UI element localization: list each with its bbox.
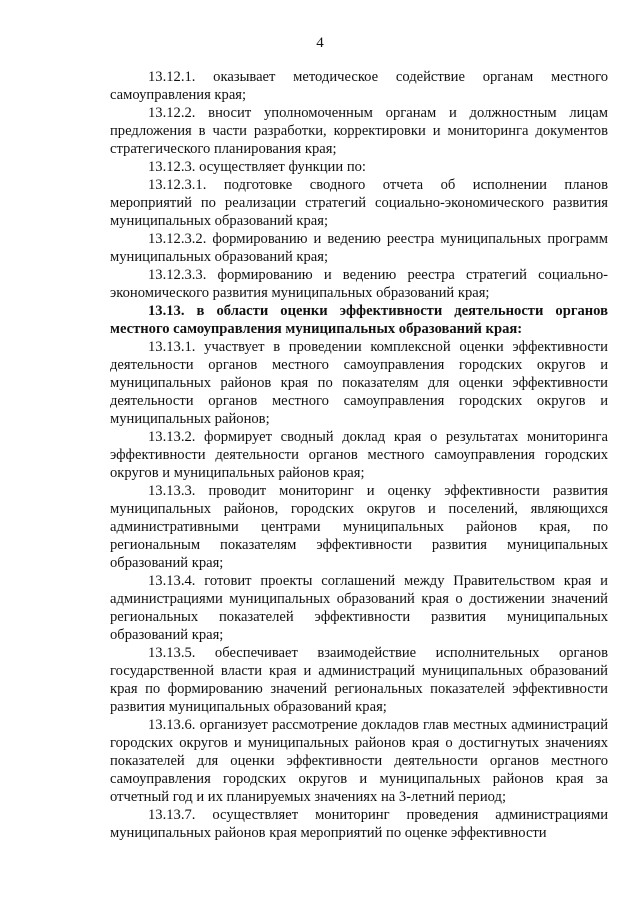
paragraph-13-13-3: 13.13.3. проводит мониторинг и оценку эффективности развития муниципальных районов, городских округов и поселений, являющихся административными центрами муниципальных районов края, по региональным показателям эффективности развития муниципальных образований края; xyxy=(110,483,608,571)
section-heading-13-13: 13.13. в области оценки эффективности деятельности органов местного самоуправления муниципальных образований края: xyxy=(110,303,608,337)
paragraph-13-12-2: 13.12.2. вносит уполномоченным органам и должностным лицам предложения в части разработки, корректировки и мониторинга документов стратегического планирования края; xyxy=(110,105,608,157)
paragraph-13-12-3-3: 13.12.3.3. формированию и ведению реестра стратегий социально-экономического развития муниципальных образований края; xyxy=(110,267,608,301)
paragraph-13-12-3-1: 13.12.3.1. подготовке сводного отчета об исполнении планов мероприятий по реализации стратегий социально-экономического развития муниципальных образований края; xyxy=(110,177,608,229)
paragraph-13-13-5: 13.13.5. обеспечивает взаимодействие исполнительных органов государственной власти края и администраций муниципальных образований края по формированию значений региональных показателей эффективности развития муниципальных образований края; xyxy=(110,645,608,715)
paragraph-13-13-1: 13.13.1. участвует в проведении комплексной оценки эффективности деятельности органов местного самоуправления городских округов и муниципальных районов края по показателям для оценки эффективности деятельности органов местного самоуправления городских округов и муниципальных районов; xyxy=(110,339,608,427)
paragraph-13-13-2: 13.13.2. формирует сводный доклад края о результатах мониторинга эффективности деятельности органов местного самоуправления городских округов и муниципальных районов края; xyxy=(110,429,608,481)
document-body xyxy=(110,68,608,842)
paragraph-13-12-3-2: 13.12.3.2. формированию и ведению реестра муниципальных программ муниципальных образований края; xyxy=(110,231,608,265)
paragraph-13-13-7: 13.13.7. осуществляет мониторинг проведения администрациями муниципальных районов края мероприятий по оценке эффективности xyxy=(110,807,608,841)
paragraph-13-12-3: 13.12.3. осуществляет функции по: xyxy=(148,159,366,175)
page-number: 4 xyxy=(316,35,324,51)
paragraph-13-13-4: 13.13.4. готовит проекты соглашений между Правительством края и администрациями муниципальных образований края о достижении значений региональных показателей эффективности развития муниципальных образований края; xyxy=(110,573,608,643)
paragraph-13-12-1: 13.12.1. оказывает методическое содействие органам местного самоуправления края; xyxy=(110,69,608,103)
paragraph-13-13-6: 13.13.6. организует рассмотрение докладов глав местных администраций городских округов и муниципальных районов края о достигнутых значениях показателей для оценки эффективности деятельности органов местного самоуправления городских округов и муниципальных районов края за отчетный год и их планируемых значениях на 3-летний период; xyxy=(110,717,608,805)
